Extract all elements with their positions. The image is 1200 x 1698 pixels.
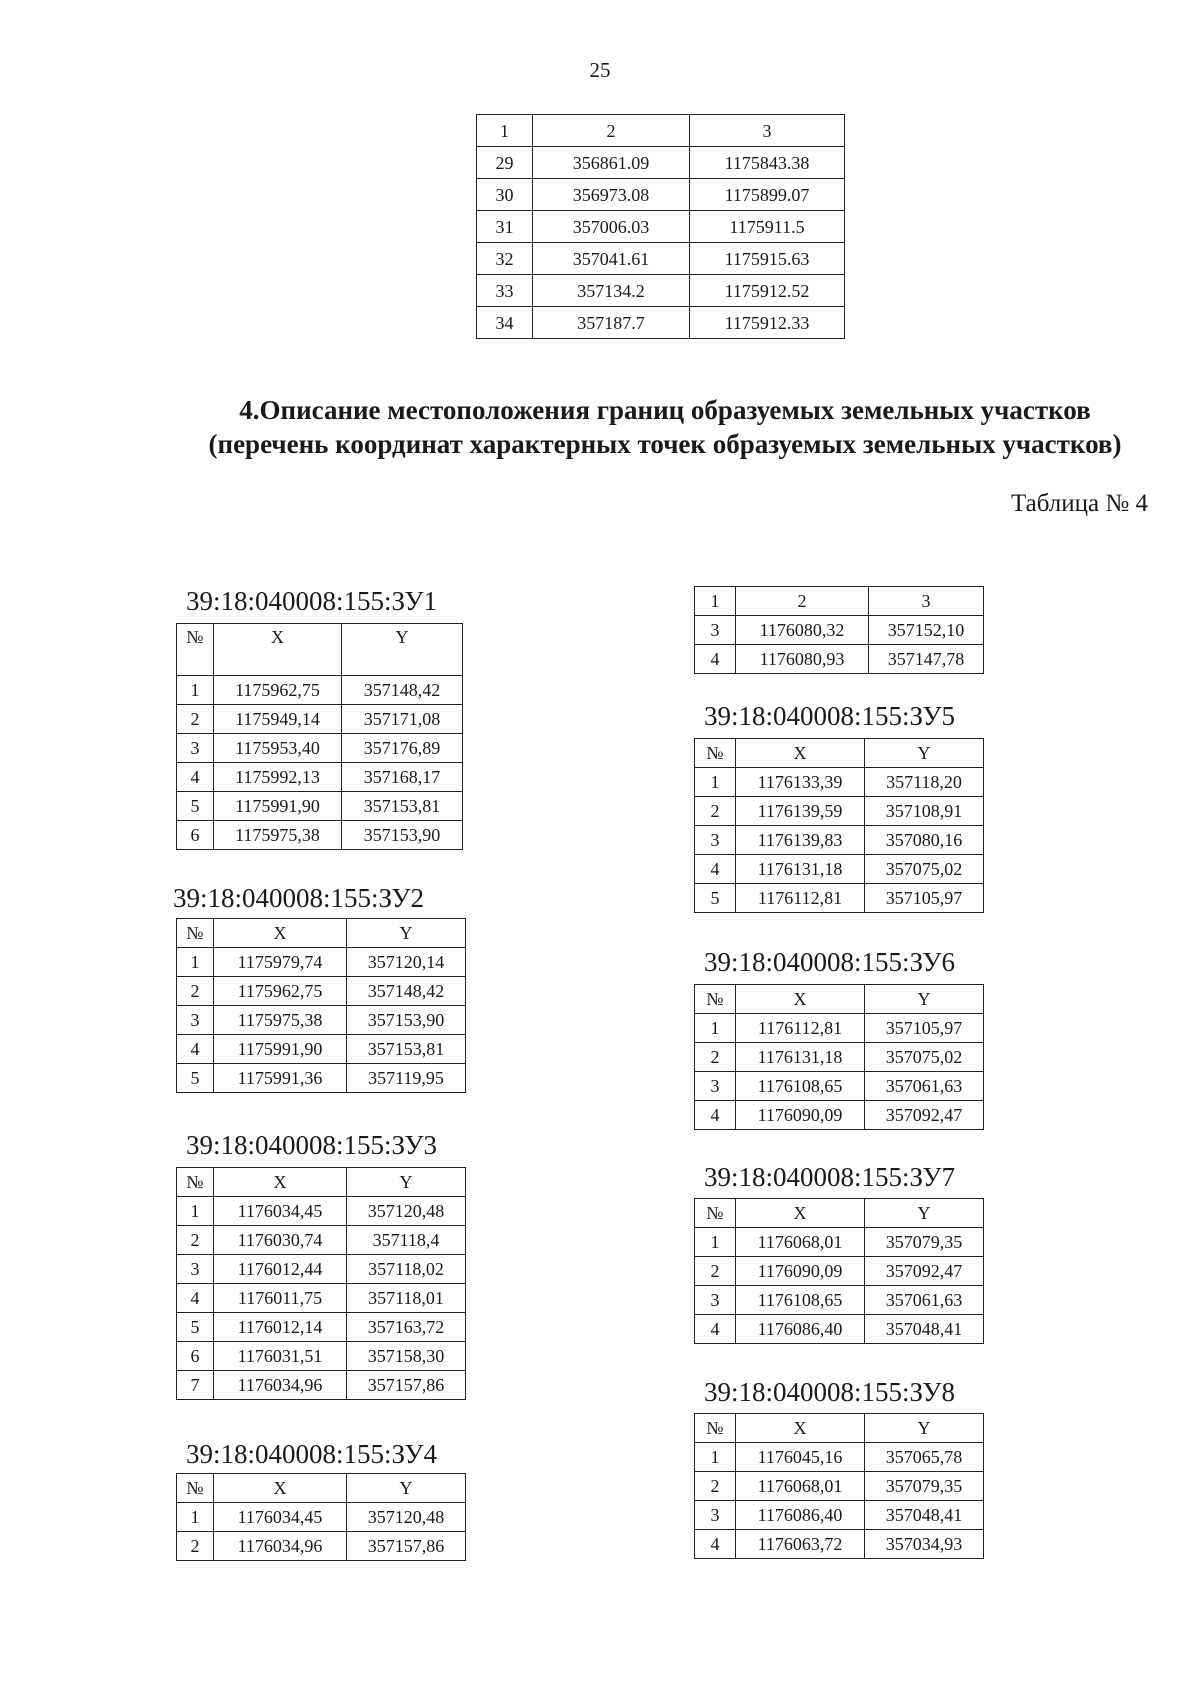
header-cell: Y — [347, 1168, 466, 1197]
table-row — [177, 1197, 466, 1226]
cell: 33 — [477, 275, 533, 307]
cell: 357148,42 — [342, 676, 463, 705]
cell: 357153,90 — [342, 821, 463, 850]
cell: 357157,86 — [347, 1371, 466, 1400]
cell: 1176139,83 — [736, 826, 865, 855]
header-cell: 1 — [695, 587, 736, 616]
table-row — [695, 797, 984, 826]
cell: 1176031,51 — [214, 1342, 347, 1371]
cell: 5 — [177, 792, 214, 821]
cell: 1 — [695, 1443, 736, 1472]
table-row — [695, 1043, 984, 1072]
table-row — [695, 1315, 984, 1344]
cell: 4 — [695, 1530, 736, 1559]
cell: 1 — [177, 948, 214, 977]
cell: 357118,4 — [347, 1226, 466, 1255]
cell: 1175953,40 — [214, 734, 342, 763]
header-cell: X — [736, 985, 865, 1014]
table-row — [177, 1313, 466, 1342]
cell: 357075,02 — [865, 855, 984, 884]
cell: 2 — [695, 1472, 736, 1501]
cell: 357061,63 — [865, 1072, 984, 1101]
header-cell: № — [695, 985, 736, 1014]
cell: 357079,35 — [865, 1228, 984, 1257]
page-number: 25 — [589, 58, 611, 82]
cell: 1176086,40 — [736, 1501, 865, 1530]
cell: 1176112,81 — [736, 884, 865, 913]
table-row — [177, 1532, 466, 1561]
plot-title-zu6: 39:18:040008:155:ЗУ6 — [704, 947, 955, 977]
cell: 357034,93 — [865, 1530, 984, 1559]
cell: 1175899.07 — [690, 179, 845, 211]
cell: 1175915.63 — [690, 243, 845, 275]
plot-table-zu6 — [694, 984, 984, 1130]
table-row — [177, 734, 463, 763]
table-row — [695, 1228, 984, 1257]
cell: 1 — [177, 1197, 214, 1226]
header-cell: Y — [347, 919, 466, 948]
plot-title-zu3: 39:18:040008:155:ЗУ3 — [186, 1130, 437, 1160]
table-row — [477, 211, 845, 243]
cell: 1175991,36 — [214, 1064, 347, 1093]
cell: 357006.03 — [533, 211, 690, 243]
table-row — [477, 243, 845, 275]
cell: 1175992,13 — [214, 763, 342, 792]
cell: 1 — [695, 1014, 736, 1043]
cell: 357118,02 — [347, 1255, 466, 1284]
cell: 357152,10 — [869, 616, 984, 645]
cell: 1176045,16 — [736, 1443, 865, 1472]
plot-title-zu1: 39:18:040008:155:ЗУ1 — [186, 586, 437, 616]
cell: 3 — [695, 616, 736, 645]
cell: 1175991,90 — [214, 1035, 347, 1064]
cell: 357176,89 — [342, 734, 463, 763]
cell: 1176068,01 — [736, 1472, 865, 1501]
section-title-line-1: 4.Описание местоположения границ образуемых земельных участков — [239, 395, 1091, 425]
table-header-row — [177, 1474, 466, 1503]
cell: 356973.08 — [533, 179, 690, 211]
cell: 1176068,01 — [736, 1228, 865, 1257]
table-row — [695, 826, 984, 855]
cell: 357108,91 — [865, 797, 984, 826]
cell: 1176030,74 — [214, 1226, 347, 1255]
cell: 5 — [177, 1313, 214, 1342]
table-header-row — [695, 1199, 984, 1228]
table-row — [477, 307, 845, 339]
cell: 1175975,38 — [214, 1006, 347, 1035]
cell: 1176012,14 — [214, 1313, 347, 1342]
cell: 1176108,65 — [736, 1072, 865, 1101]
table-row — [695, 855, 984, 884]
table-header-row — [695, 739, 984, 768]
cell: 2 — [695, 1043, 736, 1072]
table-header-row — [177, 624, 463, 676]
table-row — [695, 884, 984, 913]
cell: 1175912.52 — [690, 275, 845, 307]
cell: 1176034,96 — [214, 1371, 347, 1400]
cell: 3 — [695, 1286, 736, 1315]
plot-title-zu5: 39:18:040008:155:ЗУ5 — [704, 701, 955, 731]
header-cell: № — [695, 739, 736, 768]
table-row — [177, 705, 463, 734]
table-row — [695, 1501, 984, 1530]
table-header-row — [695, 1414, 984, 1443]
cell: 2 — [177, 705, 214, 734]
table-row — [177, 792, 463, 821]
header-cell: Y — [865, 739, 984, 768]
header-cell: Y — [342, 624, 463, 676]
cell: 3 — [177, 1255, 214, 1284]
header-cell: X — [736, 1414, 865, 1443]
cell: 357168,17 — [342, 763, 463, 792]
cell: 4 — [695, 1315, 736, 1344]
cell: 356861.09 — [533, 147, 690, 179]
header-cell: X — [736, 1199, 865, 1228]
cell: 1 — [177, 1503, 214, 1532]
table-row — [177, 676, 463, 705]
cell: 1175962,75 — [214, 977, 347, 1006]
cell: 1175949,14 — [214, 705, 342, 734]
cell: 1175912.33 — [690, 307, 845, 339]
cell: 357080,16 — [865, 826, 984, 855]
table-row — [177, 1226, 466, 1255]
table-row — [177, 977, 466, 1006]
table-header-row — [177, 919, 466, 948]
plot-table-zu4-continued — [694, 586, 984, 674]
cell: 6 — [177, 1342, 214, 1371]
section-title-line-2: (перечень координат характерных точек образуемых земельных участков) — [208, 429, 1122, 459]
table-row — [695, 1072, 984, 1101]
cell: 357065,78 — [865, 1443, 984, 1472]
cell: 1176063,72 — [736, 1530, 865, 1559]
cell: 357148,42 — [347, 977, 466, 1006]
table-row — [177, 1284, 466, 1313]
cell: 357105,97 — [865, 884, 984, 913]
table-row — [477, 275, 845, 307]
header-cell: X — [214, 624, 342, 676]
plot-table-zu3 — [176, 1167, 466, 1400]
cell: 1176112,81 — [736, 1014, 865, 1043]
table-row — [177, 1006, 466, 1035]
cell: 357120,48 — [347, 1503, 466, 1532]
plot-table-zu7 — [694, 1198, 984, 1344]
cell: 2 — [695, 797, 736, 826]
cell: 4 — [695, 1101, 736, 1130]
cell: 357119,95 — [347, 1064, 466, 1093]
table-row — [695, 616, 984, 645]
table-row — [695, 1472, 984, 1501]
cell: 357092,47 — [865, 1101, 984, 1130]
plot-table-zu1 — [176, 623, 463, 850]
cell: 1176133,39 — [736, 768, 865, 797]
plot-table-zu5 — [694, 738, 984, 913]
table-row — [695, 1530, 984, 1559]
cell: 4 — [177, 1284, 214, 1313]
cell: 357118,20 — [865, 768, 984, 797]
header-cell: Y — [865, 985, 984, 1014]
cell: 1176131,18 — [736, 855, 865, 884]
cell: 3 — [695, 1072, 736, 1101]
cell: 1176012,44 — [214, 1255, 347, 1284]
cell: 4 — [177, 1035, 214, 1064]
header-cell: 1 — [477, 115, 533, 147]
cell: 1 — [695, 1228, 736, 1257]
cell: 357079,35 — [865, 1472, 984, 1501]
cell: 1176139,59 — [736, 797, 865, 826]
cell: 2 — [177, 977, 214, 1006]
cell: 357092,47 — [865, 1257, 984, 1286]
table-header-row — [695, 587, 984, 616]
cell: 2 — [695, 1257, 736, 1286]
plot-title-zu8: 39:18:040008:155:ЗУ8 — [704, 1377, 955, 1407]
cell: 4 — [695, 645, 736, 674]
cell: 31 — [477, 211, 533, 243]
cell: 357153,81 — [342, 792, 463, 821]
header-cell: 3 — [690, 115, 845, 147]
cell: 357041.61 — [533, 243, 690, 275]
plot-table-zu2 — [176, 918, 466, 1093]
cell: 1176034,96 — [214, 1532, 347, 1561]
cell: 1176080,93 — [736, 645, 869, 674]
header-cell: X — [214, 1168, 347, 1197]
cell: 3 — [177, 734, 214, 763]
cell: 5 — [695, 884, 736, 913]
table-row — [695, 1014, 984, 1043]
table-row — [177, 1371, 466, 1400]
header-cell: 2 — [533, 115, 690, 147]
plot-table-zu8 — [694, 1413, 984, 1559]
cell: 1 — [177, 676, 214, 705]
table-row — [695, 1443, 984, 1472]
cell: 2 — [177, 1532, 214, 1561]
cell: 357171,08 — [342, 705, 463, 734]
cell: 32 — [477, 243, 533, 275]
cell: 357153,90 — [347, 1006, 466, 1035]
table-header-row — [695, 985, 984, 1014]
cell: 30 — [477, 179, 533, 211]
table-row — [695, 768, 984, 797]
cell: 1175962,75 — [214, 676, 342, 705]
plot-title-zu2: 39:18:040008:155:ЗУ2 — [173, 883, 424, 913]
cell: 357163,72 — [347, 1313, 466, 1342]
table-row — [177, 821, 463, 850]
table-header-row — [177, 1168, 466, 1197]
cell: 357048,41 — [865, 1315, 984, 1344]
table-row — [177, 763, 463, 792]
header-cell: № — [177, 1474, 214, 1503]
table-row — [695, 1101, 984, 1130]
cell: 1175991,90 — [214, 792, 342, 821]
cell: 29 — [477, 147, 533, 179]
cell: 1175975,38 — [214, 821, 342, 850]
cell: 1176131,18 — [736, 1043, 865, 1072]
cell: 357120,48 — [347, 1197, 466, 1226]
cell: 3 — [695, 1501, 736, 1530]
cell: 357147,78 — [869, 645, 984, 674]
header-cell: 2 — [736, 587, 869, 616]
cell: 1176080,32 — [736, 616, 869, 645]
cell: 4 — [177, 763, 214, 792]
header-cell: № — [695, 1414, 736, 1443]
table-header-row — [477, 115, 845, 147]
table-row — [177, 948, 466, 977]
cell: 1175843.38 — [690, 147, 845, 179]
cell: 6 — [177, 821, 214, 850]
cell: 5 — [177, 1064, 214, 1093]
cell: 1176090,09 — [736, 1101, 865, 1130]
table-row — [695, 1286, 984, 1315]
cell: 3 — [695, 826, 736, 855]
cell: 357120,14 — [347, 948, 466, 977]
cell: 2 — [177, 1226, 214, 1255]
plot-table-zu4 — [176, 1473, 466, 1561]
cell: 1176034,45 — [214, 1197, 347, 1226]
cell: 357105,97 — [865, 1014, 984, 1043]
cell: 357153,81 — [347, 1035, 466, 1064]
cell: 357061,63 — [865, 1286, 984, 1315]
table-row — [177, 1255, 466, 1284]
header-cell: 3 — [869, 587, 984, 616]
cell: 1176034,45 — [214, 1503, 347, 1532]
header-cell: № — [177, 624, 214, 676]
cell: 357134.2 — [533, 275, 690, 307]
continued-coordinates-table — [476, 114, 845, 339]
header-cell: Y — [347, 1474, 466, 1503]
table-row — [177, 1503, 466, 1532]
table-row — [695, 1257, 984, 1286]
header-cell: № — [695, 1199, 736, 1228]
plot-title-zu4: 39:18:040008:155:ЗУ4 — [186, 1439, 437, 1469]
table-row — [477, 147, 845, 179]
cell: 4 — [695, 855, 736, 884]
cell: 7 — [177, 1371, 214, 1400]
cell: 357158,30 — [347, 1342, 466, 1371]
table-row — [177, 1035, 466, 1064]
table-label: Таблица № 4 — [1010, 490, 1148, 517]
cell: 357157,86 — [347, 1532, 466, 1561]
table-row — [177, 1064, 466, 1093]
header-cell: Y — [865, 1414, 984, 1443]
header-cell: № — [177, 919, 214, 948]
table-row — [177, 1342, 466, 1371]
table-row — [695, 645, 984, 674]
header-cell: X — [736, 739, 865, 768]
header-cell: № — [177, 1168, 214, 1197]
table-row — [477, 179, 845, 211]
cell: 1176108,65 — [736, 1286, 865, 1315]
cell: 1 — [695, 768, 736, 797]
header-cell: X — [214, 919, 347, 948]
plot-title-zu7: 39:18:040008:155:ЗУ7 — [704, 1162, 955, 1192]
cell: 357118,01 — [347, 1284, 466, 1313]
cell: 357075,02 — [865, 1043, 984, 1072]
cell: 1176086,40 — [736, 1315, 865, 1344]
cell: 357048,41 — [865, 1501, 984, 1530]
cell: 1175979,74 — [214, 948, 347, 977]
header-cell: Y — [865, 1199, 984, 1228]
cell: 34 — [477, 307, 533, 339]
cell: 1175911.5 — [690, 211, 845, 243]
cell: 357187.7 — [533, 307, 690, 339]
header-cell: X — [214, 1474, 347, 1503]
cell: 3 — [177, 1006, 214, 1035]
cell: 1176011,75 — [214, 1284, 347, 1313]
cell: 1176090,09 — [736, 1257, 865, 1286]
